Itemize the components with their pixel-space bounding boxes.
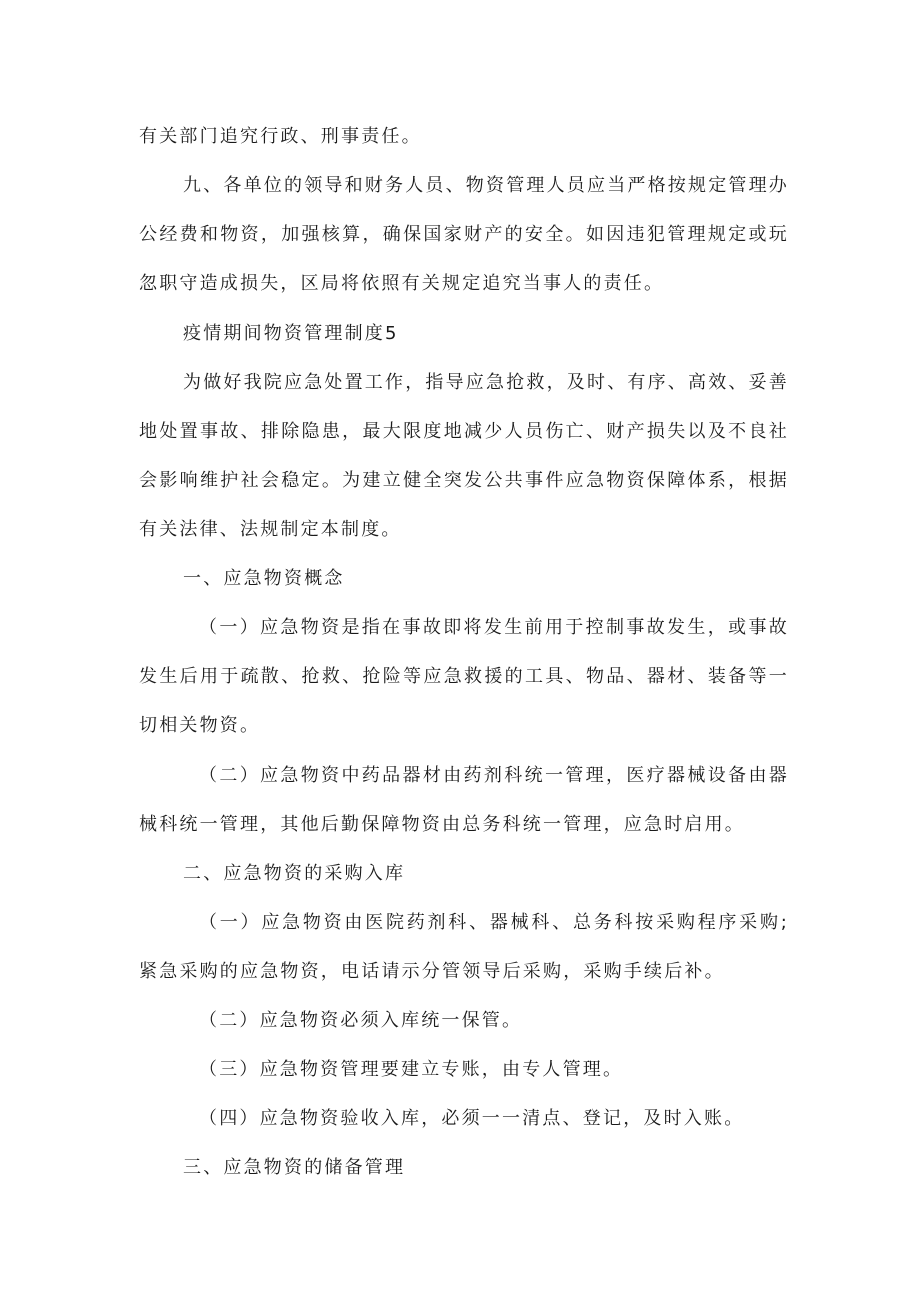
paragraph-item-nine: 九、各单位的领导和财务人员、物资管理人员应当严格按规定管理办公经费和物资，加强核算，确保国家财产的安全。如因违犯管理规定或玩忽职守造成损失，区局将依照有关规定追究当事人的责任。 (139, 175, 789, 294)
paragraph-1-1: （一）应急物资是指在事故即将发生前用于控制事故发生，或事故发生后用于疏散、抢救、抢险等应急救援的工具、物品、器材、装备等一切相关物资。 (139, 617, 789, 736)
section-title: 疫情期间物资管理制度5 (183, 323, 399, 344)
paragraph-2-4: （四）应急物资验收入库，必须一一清点、登记，及时入账。 (199, 1108, 745, 1129)
heading-one: 一、应急物资概念 (183, 568, 345, 589)
heading-three: 三、应急物资的储备管理 (183, 1157, 406, 1178)
heading-two: 二、应急物资的采购入库 (183, 863, 406, 884)
paragraph-2-3: （三）应急物资管理要建立专账，由专人管理。 (199, 1059, 624, 1080)
paragraph-1-2: （二）应急物资中药品器材由药剂科统一管理，医疗器械设备由器械科统一管理，其他后勤保障物资由总务科统一管理，应急时启用。 (139, 765, 789, 835)
paragraph-2-2: （二）应急物资必须入库统一保管。 (199, 1010, 523, 1031)
paragraph-continuation: 有关部门追究行政、刑事责任。 (139, 126, 422, 147)
paragraph-2-1: （一）应急物资由医院药剂科、器械科、总务科按采购程序采购;紧急采购的应急物资，电话请示分管领导后采购，采购手续后补。 (139, 912, 789, 982)
paragraph-intro: 为做好我院应急处置工作，指导应急抢救，及时、有序、高效、妥善地处置事故、排除隐患，最大限度地减少人员伤亡、财产损失以及不良社会影响维护社会稳定。为建立健全突发公共事件应急物资保障体系，根据有关法律、法规制定本制度。 (139, 372, 789, 540)
